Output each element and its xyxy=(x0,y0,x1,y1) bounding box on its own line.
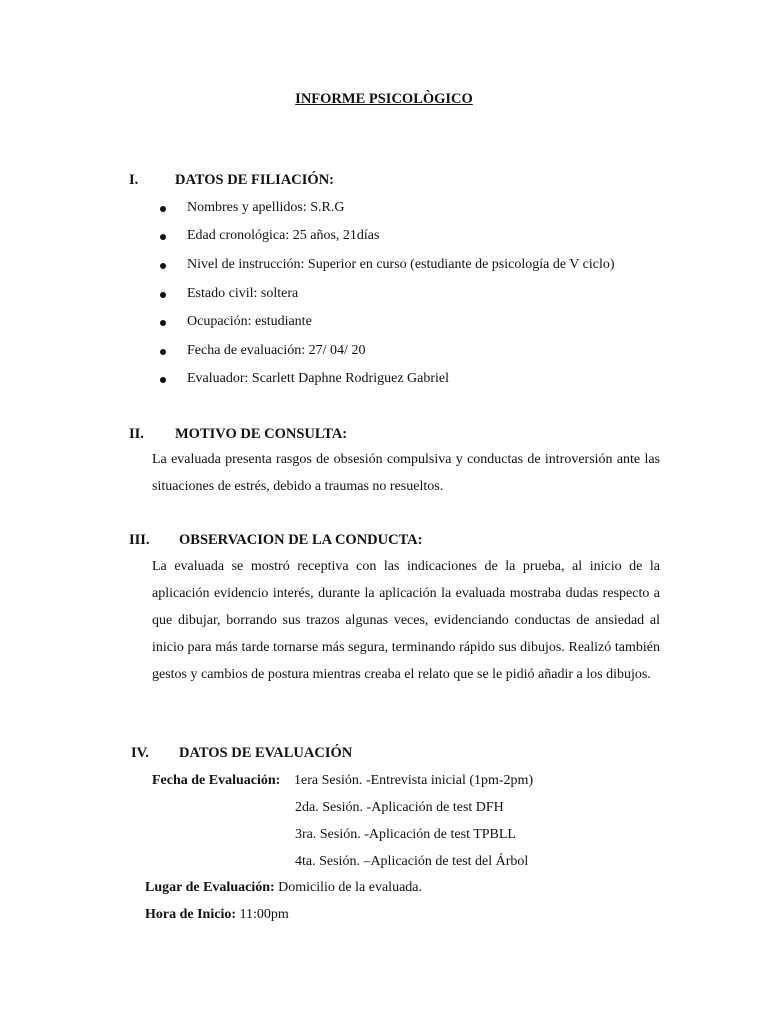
section-3-number: III. xyxy=(129,532,150,548)
hora-inicio-row xyxy=(145,907,289,923)
section-3-title: OBSERVACION DE LA CONDUCTA: xyxy=(179,532,423,548)
fecha-evaluacion-label: Fecha de Evaluación: xyxy=(152,773,281,788)
observacion-paragraph: La evaluada se mostró receptiva con las indicaciones de la prueba, al inicio de la aplicación evidencio interés, durante la aplicación la evaluada mostraba dudas respecto a que dibujar, borrando sus trazos algunas veces, evidenciando conductas de ansiedad al inicio para más tarde tornarse más segura, terminando rápido sus dibujos. Realizó también gestos y cambios de postura mientras creaba el relato que se le pidió añadir a los dibujos. xyxy=(152,559,660,682)
hora-inicio-value: 11:00pm xyxy=(239,907,289,922)
list-item-text: Nombres y apellidos: S.R.G xyxy=(187,200,345,215)
sesion-line: 1era Sesión. -Entrevista inicial (1pm-2pm) xyxy=(294,773,534,788)
list-item-text: Edad cronológica: 25 años, 21días xyxy=(187,228,380,243)
bullet-icon xyxy=(160,377,166,383)
lugar-evaluacion-value: Domicilio de la evaluada. xyxy=(278,880,422,895)
document-title: INFORME PSICOLÒGICO xyxy=(295,91,473,107)
list-item-text: Fecha de evaluación: 27/ 04/ 20 xyxy=(187,343,366,358)
bullet-icon xyxy=(160,292,166,298)
list-item-text: Estado civil: soltera xyxy=(187,286,299,301)
sesion-line: 3ra. Sesión. -Aplicación de test TPBLL xyxy=(295,827,516,842)
lugar-evaluacion-row xyxy=(145,880,422,896)
bullet-icon xyxy=(160,206,166,212)
motivo-paragraph: La evaluada presenta rasgos de obsesión compulsiva y conductas de introversión ante las situaciones de estrés, debido a traumas no resueltos. xyxy=(152,452,660,494)
list-item-text: Ocupación: estudiante xyxy=(187,314,312,329)
hora-inicio-label: Hora de Inicio: xyxy=(145,907,236,922)
sesion-line: 4ta. Sesión. –Aplicación de test del Árbol xyxy=(295,854,529,869)
section-1-number: I. xyxy=(129,172,139,188)
section-1-title: DATOS DE FILIACIÓN: xyxy=(175,172,334,188)
section-2-title: MOTIVO DE CONSULTA: xyxy=(175,426,348,442)
list-item-text: Evaluador: Scarlett Daphne Rodriguez Gabriel xyxy=(187,371,450,386)
bullet-icon xyxy=(160,320,166,326)
lugar-evaluacion-label: Lugar de Evaluación: xyxy=(145,880,275,895)
sesion-line: 2da. Sesión. -Aplicación de test DFH xyxy=(295,800,504,815)
bullet-icon xyxy=(160,263,166,269)
bullet-icon xyxy=(160,234,166,240)
list-item-text: Nivel de instrucción: Superior en curso (estudiante de psicología de V ciclo) xyxy=(187,257,615,272)
bullet-icon xyxy=(160,349,166,355)
section-2-number: II. xyxy=(129,426,144,442)
section-4-number: IV. xyxy=(131,745,149,761)
section-4-title: DATOS DE EVALUACIÓN xyxy=(179,745,353,761)
